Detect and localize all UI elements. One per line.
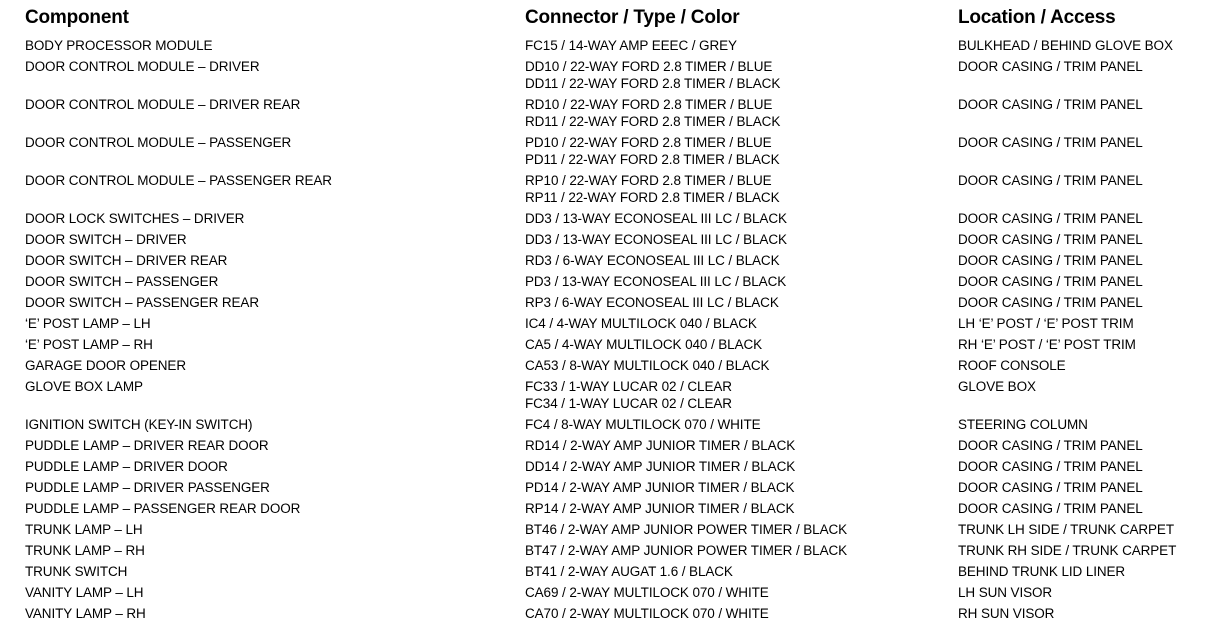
location-cell: TRUNK LH SIDE / TRUNK CARPET bbox=[958, 522, 1174, 537]
component-cell: DOOR SWITCH – PASSENGER bbox=[25, 274, 219, 289]
component-column-header: Component bbox=[25, 7, 129, 28]
connector-line: BT47 / 2-WAY AMP JUNIOR POWER TIMER / BLACK bbox=[525, 543, 848, 558]
component-cell: DOOR CONTROL MODULE – PASSENGER bbox=[25, 135, 292, 150]
component-cell: ‘E’ POST LAMP – RH bbox=[25, 337, 153, 352]
location-cell: DOOR CASING / TRIM PANEL bbox=[958, 295, 1143, 310]
connector-cell bbox=[525, 172, 779, 206]
connector-cell bbox=[525, 378, 732, 412]
connector-cell bbox=[525, 605, 769, 622]
component-cell: PUDDLE LAMP – DRIVER REAR DOOR bbox=[25, 438, 269, 453]
component-cell: TRUNK SWITCH bbox=[25, 564, 128, 579]
location-cell: BEHIND TRUNK LID LINER bbox=[958, 564, 1126, 579]
connector-line: DD3 / 13-WAY ECONOSEAL III LC / BLACK bbox=[525, 232, 787, 247]
location-cell: DOOR CASING / TRIM PANEL bbox=[958, 59, 1143, 74]
location-cell: DOOR CASING / TRIM PANEL bbox=[958, 135, 1143, 150]
connector-cell bbox=[525, 58, 780, 92]
location-cell: DOOR CASING / TRIM PANEL bbox=[958, 459, 1143, 474]
table-row bbox=[0, 231, 1216, 252]
connector-line: FC4 / 8-WAY MULTILOCK 070 / WHITE bbox=[525, 417, 761, 432]
table-row bbox=[0, 378, 1216, 416]
table-row bbox=[0, 37, 1216, 58]
table-row bbox=[0, 605, 1216, 626]
connector-line: CA5 / 4-WAY MULTILOCK 040 / BLACK bbox=[525, 337, 763, 352]
connector-cell bbox=[525, 584, 769, 601]
connector-line: FC15 / 14-WAY AMP EEEC / GREY bbox=[525, 38, 737, 53]
connector-cell bbox=[525, 500, 794, 517]
component-table-body bbox=[0, 37, 1216, 626]
location-cell: DOOR CASING / TRIM PANEL bbox=[958, 211, 1143, 226]
table-row bbox=[0, 58, 1216, 96]
connector-line: RD10 / 22-WAY FORD 2.8 TIMER / BLUE bbox=[525, 97, 773, 112]
component-cell: PUDDLE LAMP – DRIVER PASSENGER bbox=[25, 480, 270, 495]
connector-cell bbox=[525, 458, 795, 475]
location-cell: RH ‘E’ POST / ‘E’ POST TRIM bbox=[958, 337, 1136, 352]
table-row bbox=[0, 479, 1216, 500]
component-cell: GARAGE DOOR OPENER bbox=[25, 358, 186, 373]
table-row bbox=[0, 172, 1216, 210]
component-cell: TRUNK LAMP – LH bbox=[25, 522, 143, 537]
connector-cell bbox=[525, 542, 847, 559]
connector-line: RP11 / 22-WAY FORD 2.8 TIMER / BLACK bbox=[525, 190, 780, 205]
component-cell: DOOR SWITCH – DRIVER REAR bbox=[25, 253, 228, 268]
connector-cell bbox=[525, 563, 733, 580]
connector-cell bbox=[525, 521, 847, 538]
connector-line: CA53 / 8-WAY MULTILOCK 040 / BLACK bbox=[525, 358, 770, 373]
connector-cell bbox=[525, 315, 757, 332]
table-row bbox=[0, 521, 1216, 542]
connector-cell bbox=[525, 37, 737, 54]
component-cell: DOOR CONTROL MODULE – PASSENGER REAR bbox=[25, 173, 332, 188]
connector-line: DD10 / 22-WAY FORD 2.8 TIMER / BLUE bbox=[525, 59, 773, 74]
connector-line: IC4 / 4-WAY MULTILOCK 040 / BLACK bbox=[525, 316, 757, 331]
connector-cell bbox=[525, 294, 779, 311]
connector-cell bbox=[525, 336, 762, 353]
connector-line: DD3 / 13-WAY ECONOSEAL III LC / BLACK bbox=[525, 211, 787, 226]
connector-line: PD3 / 13-WAY ECONOSEAL III LC / BLACK bbox=[525, 274, 787, 289]
connector-column-header: Connector / Type / Color bbox=[525, 7, 740, 28]
table-row bbox=[0, 500, 1216, 521]
connector-line: PD11 / 22-WAY FORD 2.8 TIMER / BLACK bbox=[525, 152, 780, 167]
location-cell: DOOR CASING / TRIM PANEL bbox=[958, 97, 1143, 112]
location-cell: DOOR CASING / TRIM PANEL bbox=[958, 438, 1143, 453]
location-cell: STEERING COLUMN bbox=[958, 417, 1088, 432]
table-row bbox=[0, 315, 1216, 336]
component-cell: PUDDLE LAMP – DRIVER DOOR bbox=[25, 459, 228, 474]
table-row bbox=[0, 584, 1216, 605]
connector-line: RP10 / 22-WAY FORD 2.8 TIMER / BLUE bbox=[525, 173, 772, 188]
table-row bbox=[0, 336, 1216, 357]
connector-line: FC34 / 1-WAY LUCAR 02 / CLEAR bbox=[525, 396, 732, 411]
table-row bbox=[0, 210, 1216, 231]
location-cell: DOOR CASING / TRIM PANEL bbox=[958, 253, 1143, 268]
connector-cell bbox=[525, 252, 779, 269]
connector-cell bbox=[525, 357, 769, 374]
location-cell: LH SUN VISOR bbox=[958, 585, 1053, 600]
table-row bbox=[0, 252, 1216, 273]
component-cell: VANITY LAMP – LH bbox=[25, 585, 144, 600]
table-row bbox=[0, 134, 1216, 172]
connector-line: CA69 / 2-WAY MULTILOCK 070 / WHITE bbox=[525, 585, 769, 600]
table-row bbox=[0, 563, 1216, 584]
table-row bbox=[0, 273, 1216, 294]
connector-cell bbox=[525, 96, 780, 130]
location-cell: DOOR CASING / TRIM PANEL bbox=[958, 501, 1143, 516]
table-row bbox=[0, 416, 1216, 437]
connector-line: CA70 / 2-WAY MULTILOCK 070 / WHITE bbox=[525, 606, 769, 621]
connector-line: PD10 / 22-WAY FORD 2.8 TIMER / BLUE bbox=[525, 135, 772, 150]
component-cell: DOOR SWITCH – DRIVER bbox=[25, 232, 187, 247]
table-row bbox=[0, 437, 1216, 458]
table-row bbox=[0, 96, 1216, 134]
location-cell: BULKHEAD / BEHIND GLOVE BOX bbox=[958, 38, 1173, 53]
connector-line: RD11 / 22-WAY FORD 2.8 TIMER / BLACK bbox=[525, 114, 781, 129]
location-cell: DOOR CASING / TRIM PANEL bbox=[958, 480, 1143, 495]
connector-line: PD14 / 2-WAY AMP JUNIOR TIMER / BLACK bbox=[525, 480, 795, 495]
location-cell: DOOR CASING / TRIM PANEL bbox=[958, 274, 1143, 289]
connector-line: BT46 / 2-WAY AMP JUNIOR POWER TIMER / BLACK bbox=[525, 522, 848, 537]
component-cell: VANITY LAMP – RH bbox=[25, 606, 146, 621]
location-cell: DOOR CASING / TRIM PANEL bbox=[958, 232, 1143, 247]
component-cell: TRUNK LAMP – RH bbox=[25, 543, 145, 558]
location-cell: TRUNK RH SIDE / TRUNK CARPET bbox=[958, 543, 1177, 558]
table-row bbox=[0, 542, 1216, 563]
location-cell: RH SUN VISOR bbox=[958, 606, 1055, 621]
connector-line: RP14 / 2-WAY AMP JUNIOR TIMER / BLACK bbox=[525, 501, 795, 516]
component-cell: IGNITION SWITCH (KEY-IN SWITCH) bbox=[25, 417, 253, 432]
table-row bbox=[0, 357, 1216, 378]
component-cell: DOOR SWITCH – PASSENGER REAR bbox=[25, 295, 259, 310]
connector-cell bbox=[525, 134, 779, 168]
table-row bbox=[0, 458, 1216, 479]
connector-cell bbox=[525, 231, 787, 248]
table-row bbox=[0, 294, 1216, 315]
component-cell: GLOVE BOX LAMP bbox=[25, 379, 143, 394]
location-cell: ROOF CONSOLE bbox=[958, 358, 1066, 373]
connector-cell bbox=[525, 416, 761, 433]
connector-line: DD11 / 22-WAY FORD 2.8 TIMER / BLACK bbox=[525, 76, 781, 91]
connector-line: BT41 / 2-WAY AUGAT 1.6 / BLACK bbox=[525, 564, 733, 579]
component-cell: ‘E’ POST LAMP – LH bbox=[25, 316, 151, 331]
connector-cell bbox=[525, 479, 794, 496]
component-cell: BODY PROCESSOR MODULE bbox=[25, 38, 213, 53]
component-cell: DOOR CONTROL MODULE – DRIVER REAR bbox=[25, 97, 301, 112]
connector-cell bbox=[525, 437, 795, 454]
location-cell: DOOR CASING / TRIM PANEL bbox=[958, 173, 1143, 188]
component-cell: DOOR CONTROL MODULE – DRIVER bbox=[25, 59, 260, 74]
component-cell: PUDDLE LAMP – PASSENGER REAR DOOR bbox=[25, 501, 301, 516]
connector-line: RD3 / 6-WAY ECONOSEAL III LC / BLACK bbox=[525, 253, 780, 268]
connector-cell bbox=[525, 273, 786, 290]
component-cell: DOOR LOCK SWITCHES – DRIVER bbox=[25, 211, 245, 226]
connector-line: FC33 / 1-WAY LUCAR 02 / CLEAR bbox=[525, 379, 732, 394]
connector-cell bbox=[525, 210, 787, 227]
connector-line: RP3 / 6-WAY ECONOSEAL III LC / BLACK bbox=[525, 295, 779, 310]
location-cell: LH ‘E’ POST / ‘E’ POST TRIM bbox=[958, 316, 1134, 331]
location-cell: GLOVE BOX bbox=[958, 379, 1036, 394]
location-column-header: Location / Access bbox=[958, 7, 1116, 28]
connector-line: RD14 / 2-WAY AMP JUNIOR TIMER / BLACK bbox=[525, 438, 796, 453]
connector-line: DD14 / 2-WAY AMP JUNIOR TIMER / BLACK bbox=[525, 459, 796, 474]
